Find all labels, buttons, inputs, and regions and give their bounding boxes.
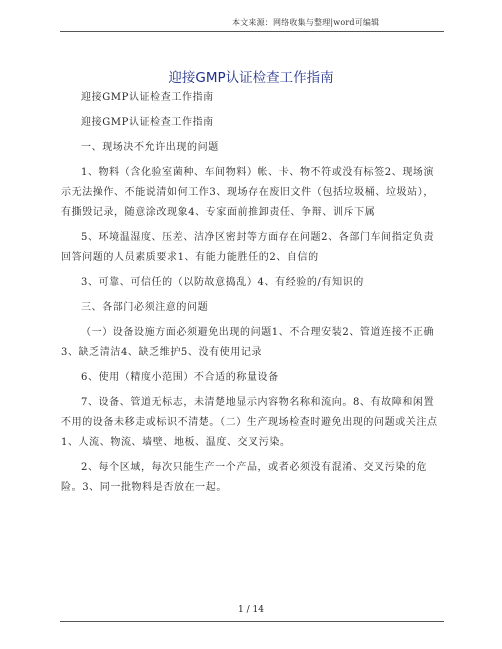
section-heading: 一、现场决不允许出现的问题 [81, 142, 219, 153]
paragraph: 1、物料（含化验室菌种、车间物料）帐、卡、物不符或没有标签2、现场演示无法操作、不能说清如何工作3、现场存在废旧文件（包括垃圾桶、垃圾站），有撕毁记录，随意涂改现象4、专家面前推卸责任、争辩、训斥下属 [61, 167, 435, 218]
paragraph: 迎接GMP认证检查工作指南 [81, 117, 214, 128]
footer-divider [60, 621, 444, 622]
paragraph: 7、设备、管道无标志，未清楚地显示内容物名称和流向。8、有故障和闲置不用的设备未移走或标识不清楚。（二）生产现场检查时避免出现的问题或关注点1、人流、物流、墙壁、地板、温度、交叉污染。 [61, 397, 438, 448]
header-divider [60, 31, 444, 32]
section-heading: 三、各部门必须注意的问题 [81, 302, 209, 313]
paragraph: 6、使用（精度小范围）不合适的称量设备 [81, 372, 279, 383]
paragraph: （一）设备设施方面必须避免出现的问题1、不合理安装2、管道连接不正确3、缺乏清洁4、缺乏维护5、没有使用记录 [61, 327, 435, 358]
paragraph: 3、可靠、可信任的（以防故意捣乱）4、有经验的/有知识的 [81, 277, 364, 288]
paragraph: 2、每个区域，每次只能生产一个产品，或者必须没有混淆、交叉污染的危险。3、同一批物料是否放在一起。 [61, 462, 428, 493]
paragraph: 迎接GMP认证检查工作指南 [81, 92, 214, 103]
source-note: 本文来源：网络收集与整理|word可编辑 [232, 18, 380, 27]
document-body [61, 88, 442, 503]
page-number: 1 / 14 [238, 605, 264, 615]
paragraph: 5、环境温湿度、压差、洁净区密封等方面存在问题2、各部门车间指定负责回答问题的人员素质要求1、有能力能胜任的2、自信的 [61, 232, 435, 263]
document-title: 迎接GMP认证检查工作指南 [168, 70, 334, 86]
